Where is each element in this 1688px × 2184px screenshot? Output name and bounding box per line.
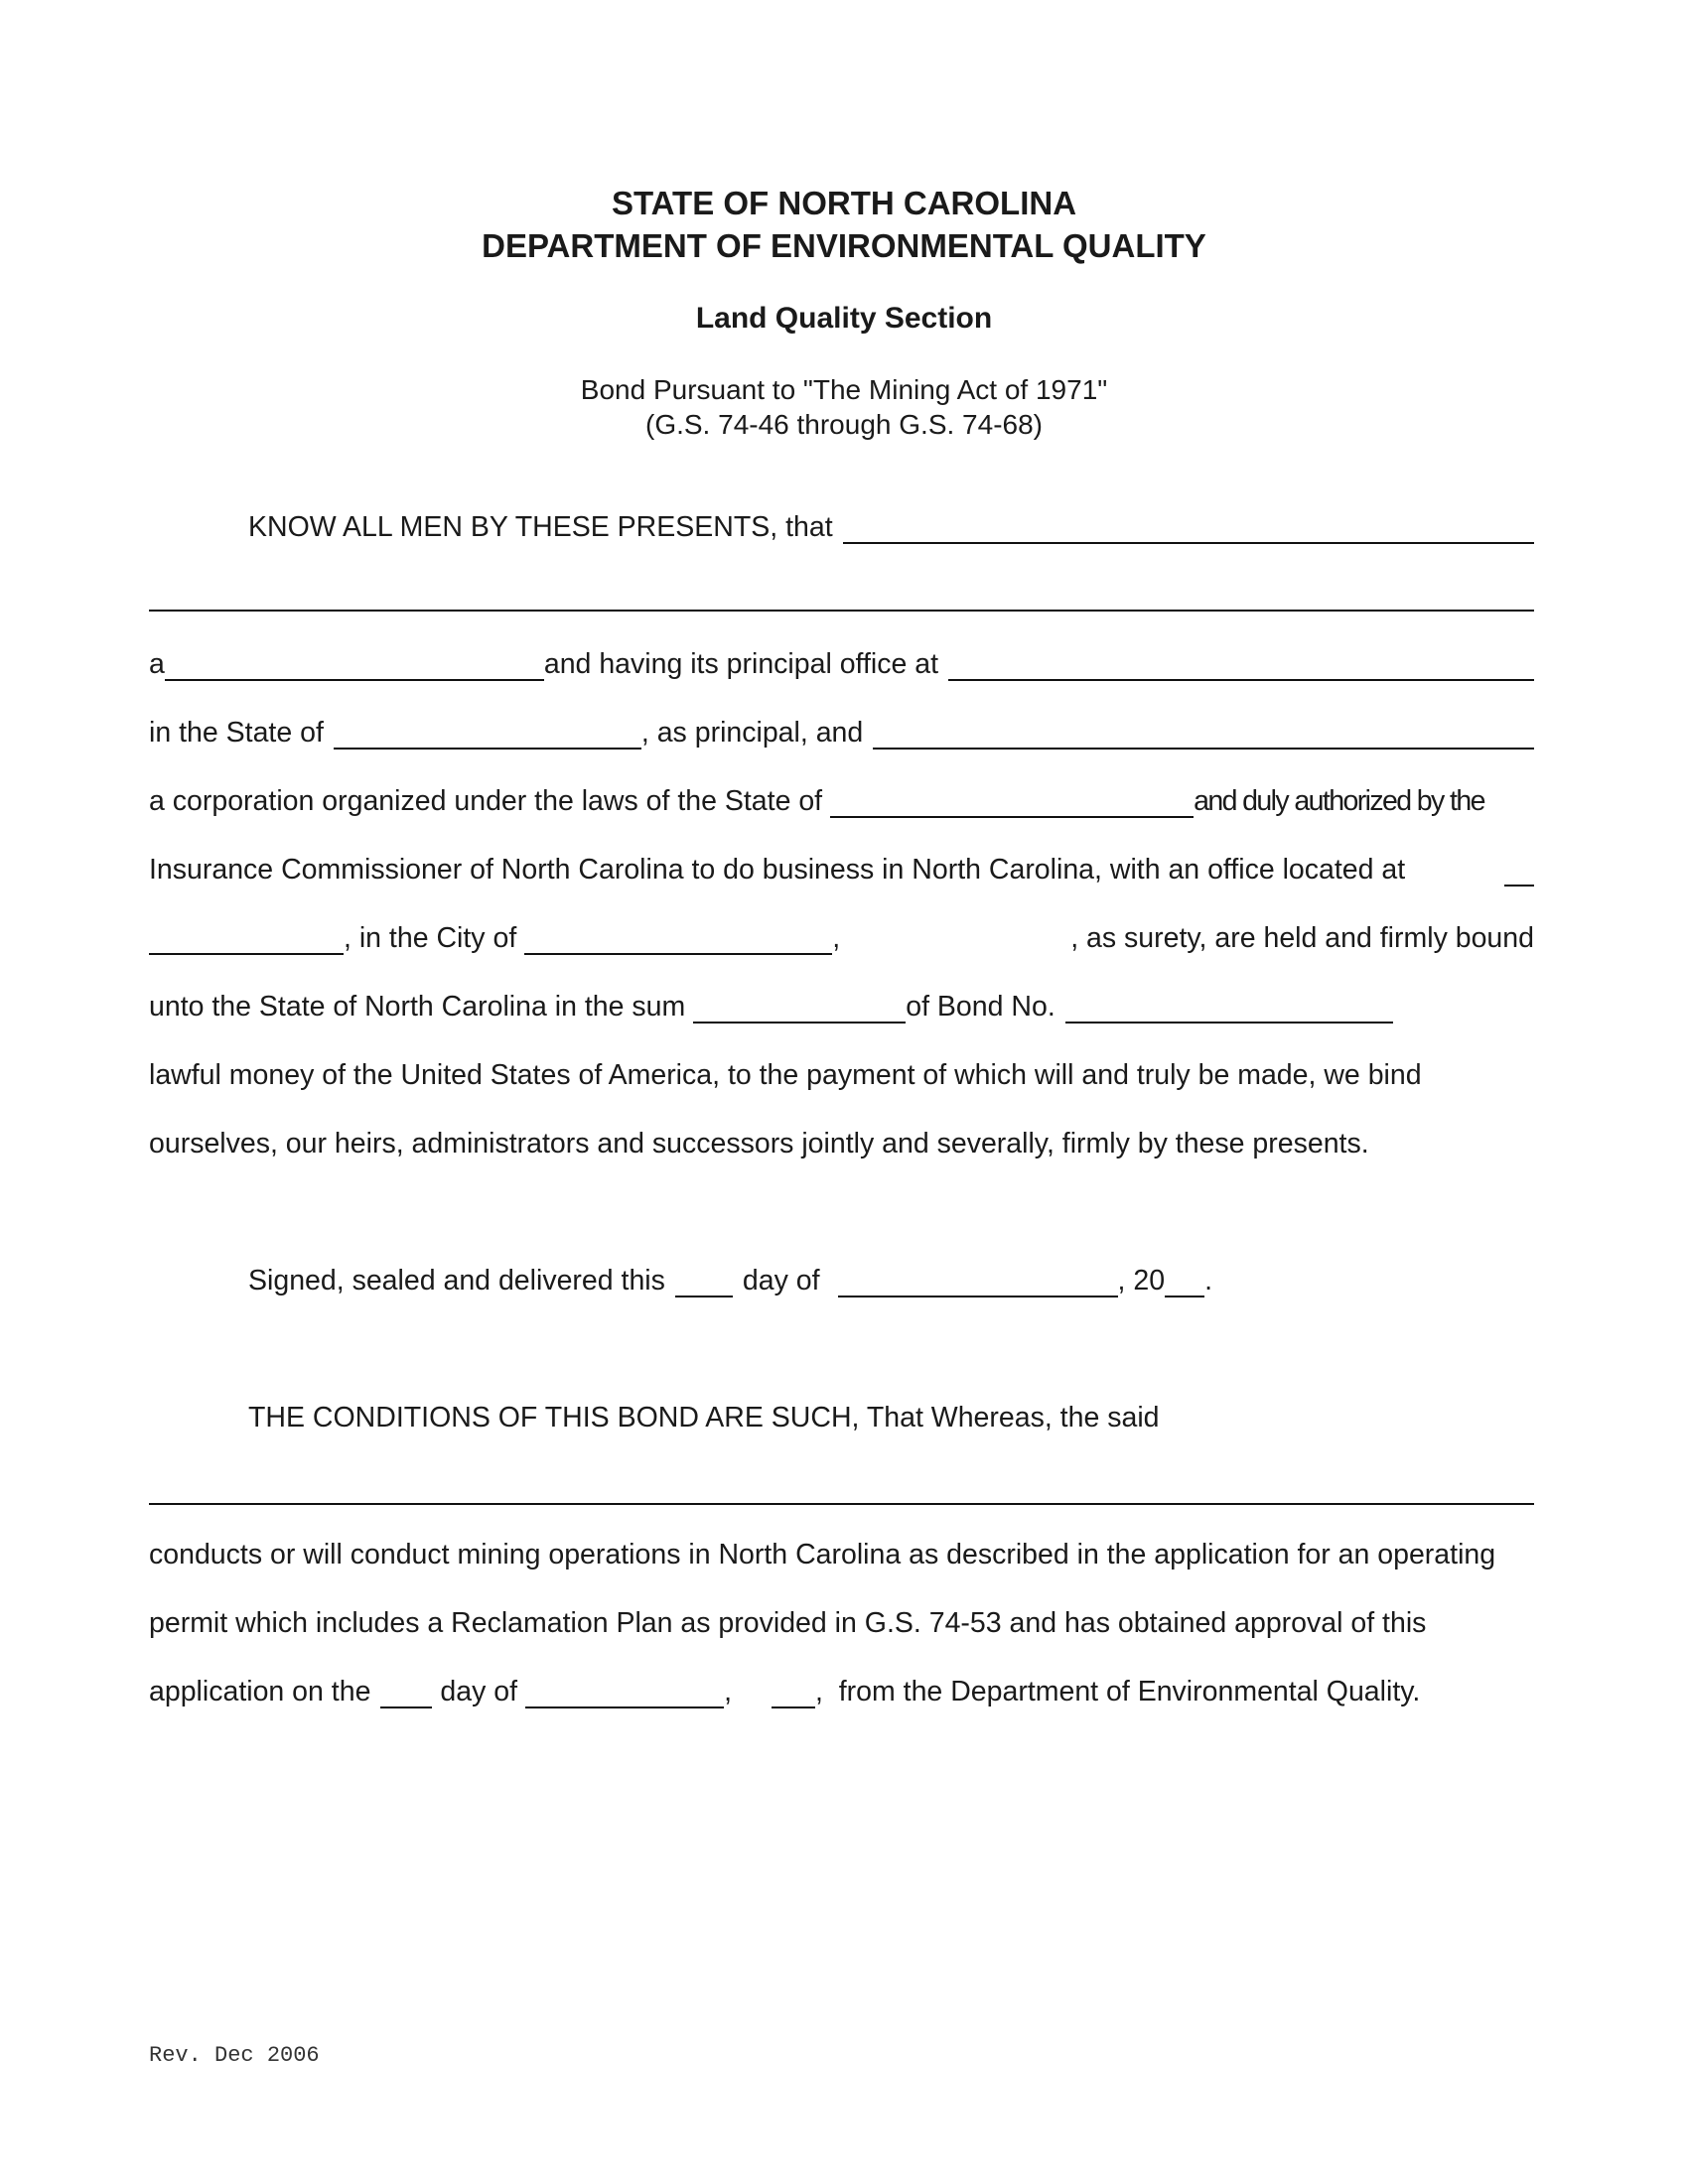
bond-number-field[interactable] bbox=[1065, 994, 1393, 1024]
conditions-intro-line bbox=[149, 1401, 1534, 1434]
conditions-text-2: permit which includes a Reclamation Plan as provided in G.S. 74-53 and has obtained approval of this bbox=[149, 1607, 1427, 1639]
bond-sum-field[interactable] bbox=[693, 994, 906, 1024]
signed-day-of-text: day of bbox=[742, 1265, 820, 1297]
principal-name-field[interactable] bbox=[843, 514, 1534, 544]
principal-state-field[interactable] bbox=[334, 720, 641, 750]
signed-line bbox=[149, 1264, 1534, 1297]
surety-city-field[interactable] bbox=[524, 925, 832, 955]
conditions-line-1 bbox=[149, 1538, 1534, 1571]
know-all-text: KNOW ALL MEN BY THESE PRESENTS, that bbox=[248, 511, 833, 543]
signed-month-field[interactable] bbox=[838, 1268, 1118, 1297]
surety-office-field[interactable] bbox=[1504, 857, 1534, 887]
principal-office-field[interactable] bbox=[948, 651, 1534, 681]
lawful-money-text: lawful money of the United States of America, to the payment of which will and truly be made, we bind bbox=[149, 1059, 1422, 1091]
as-surety-text: , as surety, are held and firmly bound bbox=[1070, 922, 1534, 954]
approval-comma: , bbox=[724, 1676, 732, 1707]
approval-day-field[interactable] bbox=[380, 1679, 432, 1708]
signed-period: . bbox=[1204, 1265, 1212, 1297]
conditions-text-1: conducts or will conduct mining operations in North Carolina as described in the application for an operating bbox=[149, 1539, 1496, 1570]
operator-name-field[interactable] bbox=[149, 1503, 1534, 1505]
conditions-intro-text: THE CONDITIONS OF THIS BOND ARE SUCH, That Whereas, the said bbox=[248, 1402, 1160, 1433]
insurance-line bbox=[149, 853, 1534, 887]
approval-month-field[interactable] bbox=[525, 1679, 724, 1708]
surety-office-continuation-field[interactable] bbox=[149, 925, 344, 955]
principal-office-line bbox=[149, 647, 1534, 681]
signed-year-field[interactable] bbox=[1165, 1268, 1204, 1297]
department-heading: DEPARTMENT OF ENVIRONMENTAL QUALITY bbox=[482, 227, 1206, 264]
app-on-the-text: application on the bbox=[149, 1676, 371, 1707]
principal-office-text: and having its principal office at bbox=[543, 648, 938, 680]
a-prefix: a bbox=[149, 648, 165, 680]
corp-organized-text: a corporation organized under the laws of the State of bbox=[149, 785, 823, 817]
approval-year-field[interactable] bbox=[772, 1679, 815, 1708]
in-city-of-text: , in the City of bbox=[344, 922, 517, 954]
surety-city-line bbox=[149, 921, 1534, 955]
ourselves-text: ourselves, our heirs, administrators and successors jointly and severally, firmly by these presents. bbox=[149, 1128, 1369, 1160]
signed-text: Signed, sealed and delivered this bbox=[248, 1265, 665, 1297]
know-all-line bbox=[149, 510, 1534, 544]
bond-sum-line bbox=[149, 990, 1534, 1024]
principal-state-line bbox=[149, 716, 1534, 750]
insurance-text: Insurance Commissioner of North Carolina to do business in North Carolina, with an office located at bbox=[149, 854, 1406, 886]
principal-name-continuation-field[interactable] bbox=[149, 610, 1534, 612]
unto-state-text: unto the State of North Carolina in the sum bbox=[149, 991, 686, 1023]
corporation-line bbox=[149, 784, 1534, 818]
from-dept-text: , from the Department of Environmental Quality. bbox=[814, 1676, 1421, 1707]
signed-day-field[interactable] bbox=[675, 1268, 733, 1297]
surety-state-field[interactable] bbox=[830, 788, 1194, 818]
in-state-of-text: in the State of bbox=[149, 717, 324, 749]
ourselves-line bbox=[149, 1127, 1534, 1160]
city-comma: , bbox=[832, 922, 841, 954]
state-heading: STATE OF NORTH CAROLINA bbox=[611, 185, 1077, 221]
bond-title: Bond Pursuant to "The Mining Act of 1971" bbox=[580, 374, 1108, 405]
entity-type-field[interactable] bbox=[165, 651, 544, 681]
surety-name-field[interactable] bbox=[873, 720, 1534, 750]
approval-date-line bbox=[149, 1675, 1534, 1708]
lawful-money-line bbox=[149, 1058, 1534, 1092]
as-principal-text: , as principal, and bbox=[640, 717, 864, 749]
duly-authorized-text: and duly authorized by the bbox=[1194, 785, 1484, 817]
approval-day-of-text: day of bbox=[440, 1676, 518, 1707]
signed-year-prefix: , 20 bbox=[1117, 1265, 1166, 1297]
revision-note: Rev. Dec 2006 bbox=[149, 2043, 320, 2068]
statute-range: (G.S. 74-46 through G.S. 74-68) bbox=[645, 409, 1043, 440]
of-bond-no-text: of Bond No. bbox=[906, 991, 1055, 1023]
conditions-line-2 bbox=[149, 1606, 1534, 1640]
section-heading: Land Quality Section bbox=[695, 302, 993, 335]
